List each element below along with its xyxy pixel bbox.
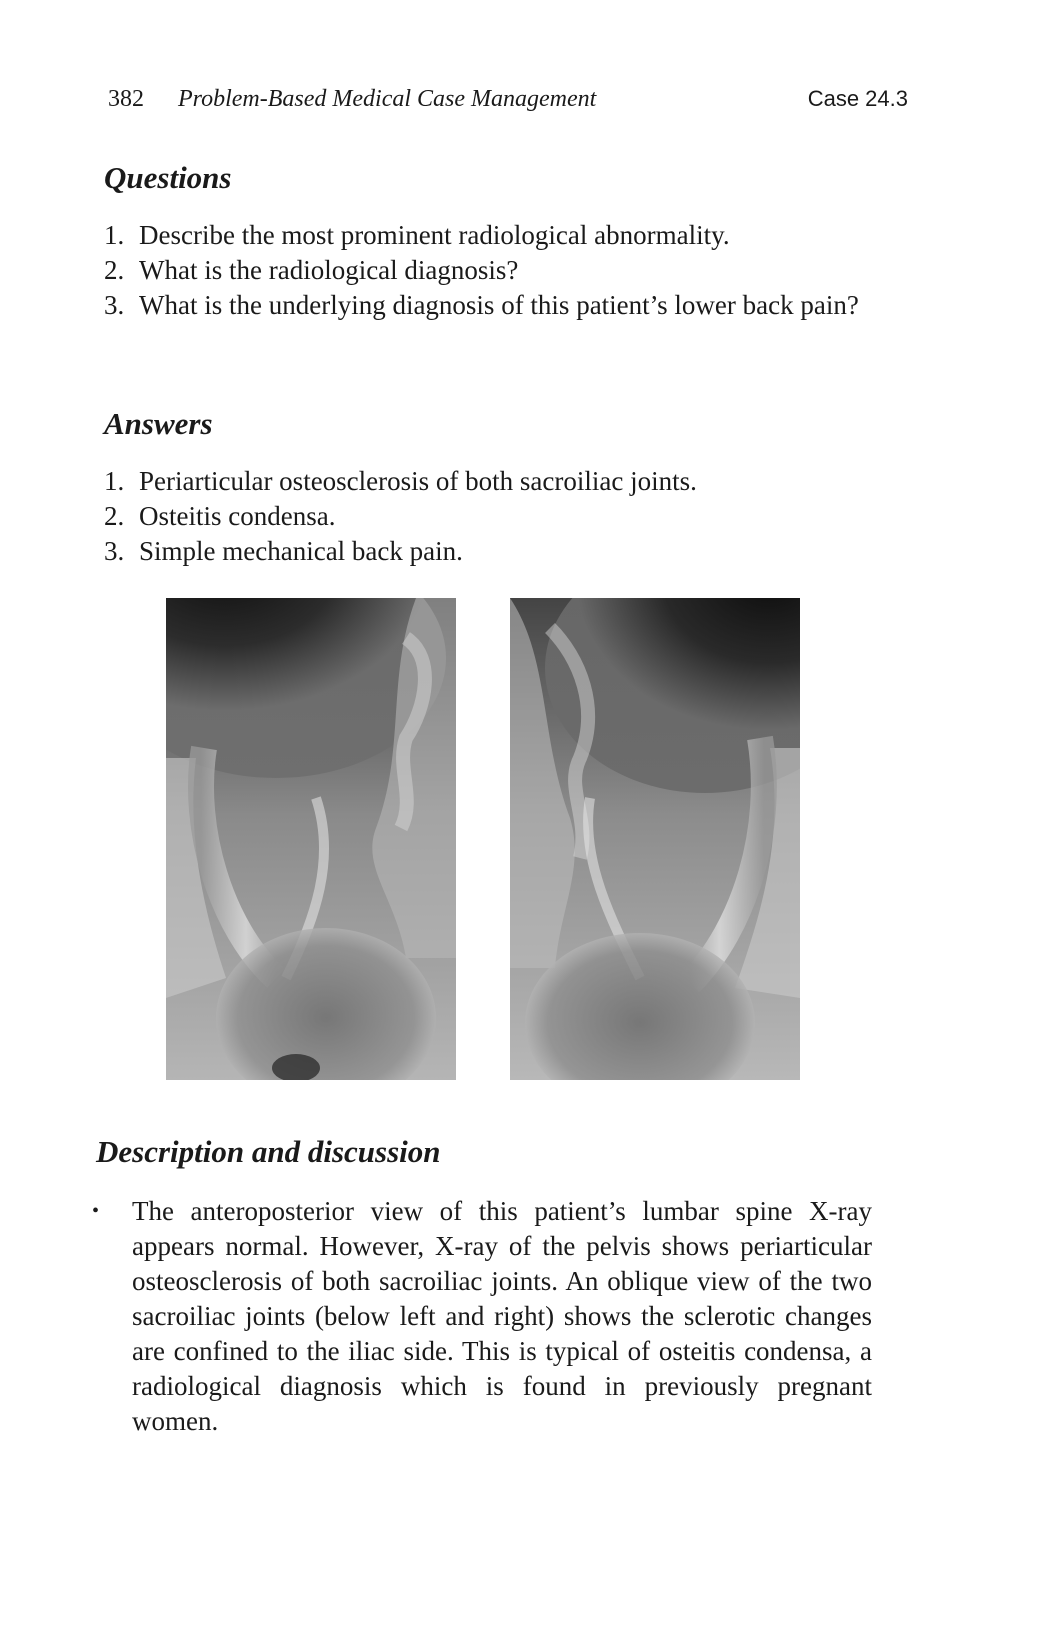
answer-number: 1. <box>104 466 125 496</box>
bullet-symbol: • <box>92 1200 100 1222</box>
xray-sacroiliac-left-image <box>166 598 456 1080</box>
answer-number: 2. <box>104 501 125 531</box>
book-title: Problem-Based Medical Case Management <box>178 86 597 112</box>
question-item <box>104 253 874 288</box>
case-number: Case 24.3 <box>807 86 908 111</box>
xray-left-svg <box>166 598 456 1080</box>
answer-number: 3. <box>104 536 125 566</box>
questions-heading: Questions <box>104 160 232 195</box>
questions-list <box>104 218 874 323</box>
xray-sacroiliac-right-image <box>510 598 800 1080</box>
discussion-bullet <box>92 1194 872 1439</box>
answer-text: Osteitis condensa. <box>139 501 336 531</box>
answers-heading: Answers <box>104 406 213 441</box>
question-number: 1. <box>104 220 125 250</box>
question-text: What is the underlying diagnosis of this patient’s lower back pain? <box>139 290 859 320</box>
answer-item <box>104 499 874 534</box>
answer-item <box>104 464 874 499</box>
answer-text: Periarticular osteosclerosis of both sacroiliac joints. <box>139 466 697 496</box>
answers-list <box>104 464 874 569</box>
page-header <box>108 86 908 120</box>
xray-right-svg <box>510 598 800 1080</box>
discussion-heading: Description and discussion <box>96 1134 441 1169</box>
question-item <box>104 288 874 323</box>
question-number: 2. <box>104 255 125 285</box>
question-number: 3. <box>104 290 125 320</box>
answer-text: Simple mechanical back pain. <box>139 536 463 566</box>
answer-item <box>104 534 874 569</box>
page-number: 382 <box>108 86 144 112</box>
question-item <box>104 218 874 253</box>
question-text: What is the radiological diagnosis? <box>139 255 519 285</box>
question-text: Describe the most prominent radiological abnormality. <box>139 220 730 250</box>
discussion-paragraph: The anteroposterior view of this patient’s lumbar spine X-ray appears normal. However, X-ray of the pelvis shows periarticular osteosclerosis of both sacroiliac joints. An oblique view of the two sacroiliac joints (below left and right) shows the sclerotic changes are confined to the iliac side. This is typical of osteitis condensa, a radiological diagnosis which is found in previously pregnant women. <box>132 1196 872 1436</box>
